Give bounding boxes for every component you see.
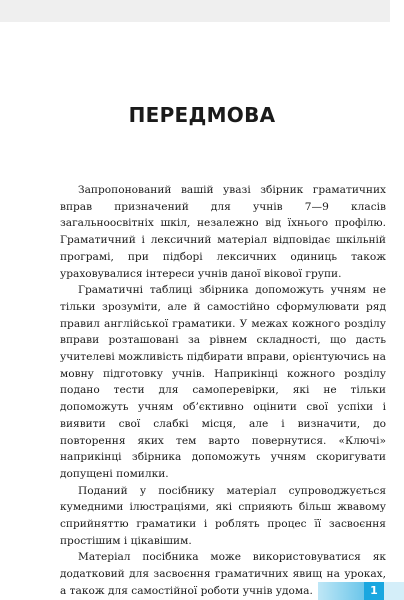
page-title: ПЕРЕДМОВА: [128, 103, 276, 127]
page-number-tab: [318, 582, 404, 600]
preface-body: [60, 182, 386, 600]
paragraph: Граматичні таблиці збірника допоможуть учням не тільки зрозуміти, але й самостійно сформулювати ряд правил англійської граматики. У межах кожного розділу вправи розташовані за рівнем складності, що дасть учителеві можливість підбирати вправи, орієнтуючись на мовну підготовку учнів. Наприкінці кожного розділу подано тести для самоперевірки, які не тільки допоможуть учням об’єктивно оцінити свої успіхи і виявити свої слабкі місця, але і визначити, до повторення яких тем варто повернутися. «Ключі» наприкінці збірника допоможуть учням скоригувати допущені помилки.: [60, 284, 386, 480]
paragraph: Запропонований вашій увазі збірник граматичних вправ призначений для учнів 7—9 класів загальноосвітніх шкіл, незалежно від їхнього профілю. Граматичний і лексичний матеріал відповідає шкільній програмі, при підборі лексичних одиниць також ураховувалися інтереси учнів даної вікової групи.: [60, 184, 386, 280]
paragraph: Поданий у посібнику матеріал супроводжується кумедними ілюстраціями, які сприяють більш жвавому сприйняттю граматики і роблять процес її засвоєння простішим і цікавішим.: [60, 484, 386, 547]
page-number: 1: [364, 582, 384, 600]
paragraph: Матеріал посібника може використовуватися як додатковий для засвоєння граматичних явищ на уроках, а також для самостійної роботи учнів удома.: [60, 551, 386, 597]
top-margin-band: [0, 0, 390, 22]
page-tab-tail: [384, 582, 404, 600]
page-tab-decoration: [318, 582, 364, 600]
